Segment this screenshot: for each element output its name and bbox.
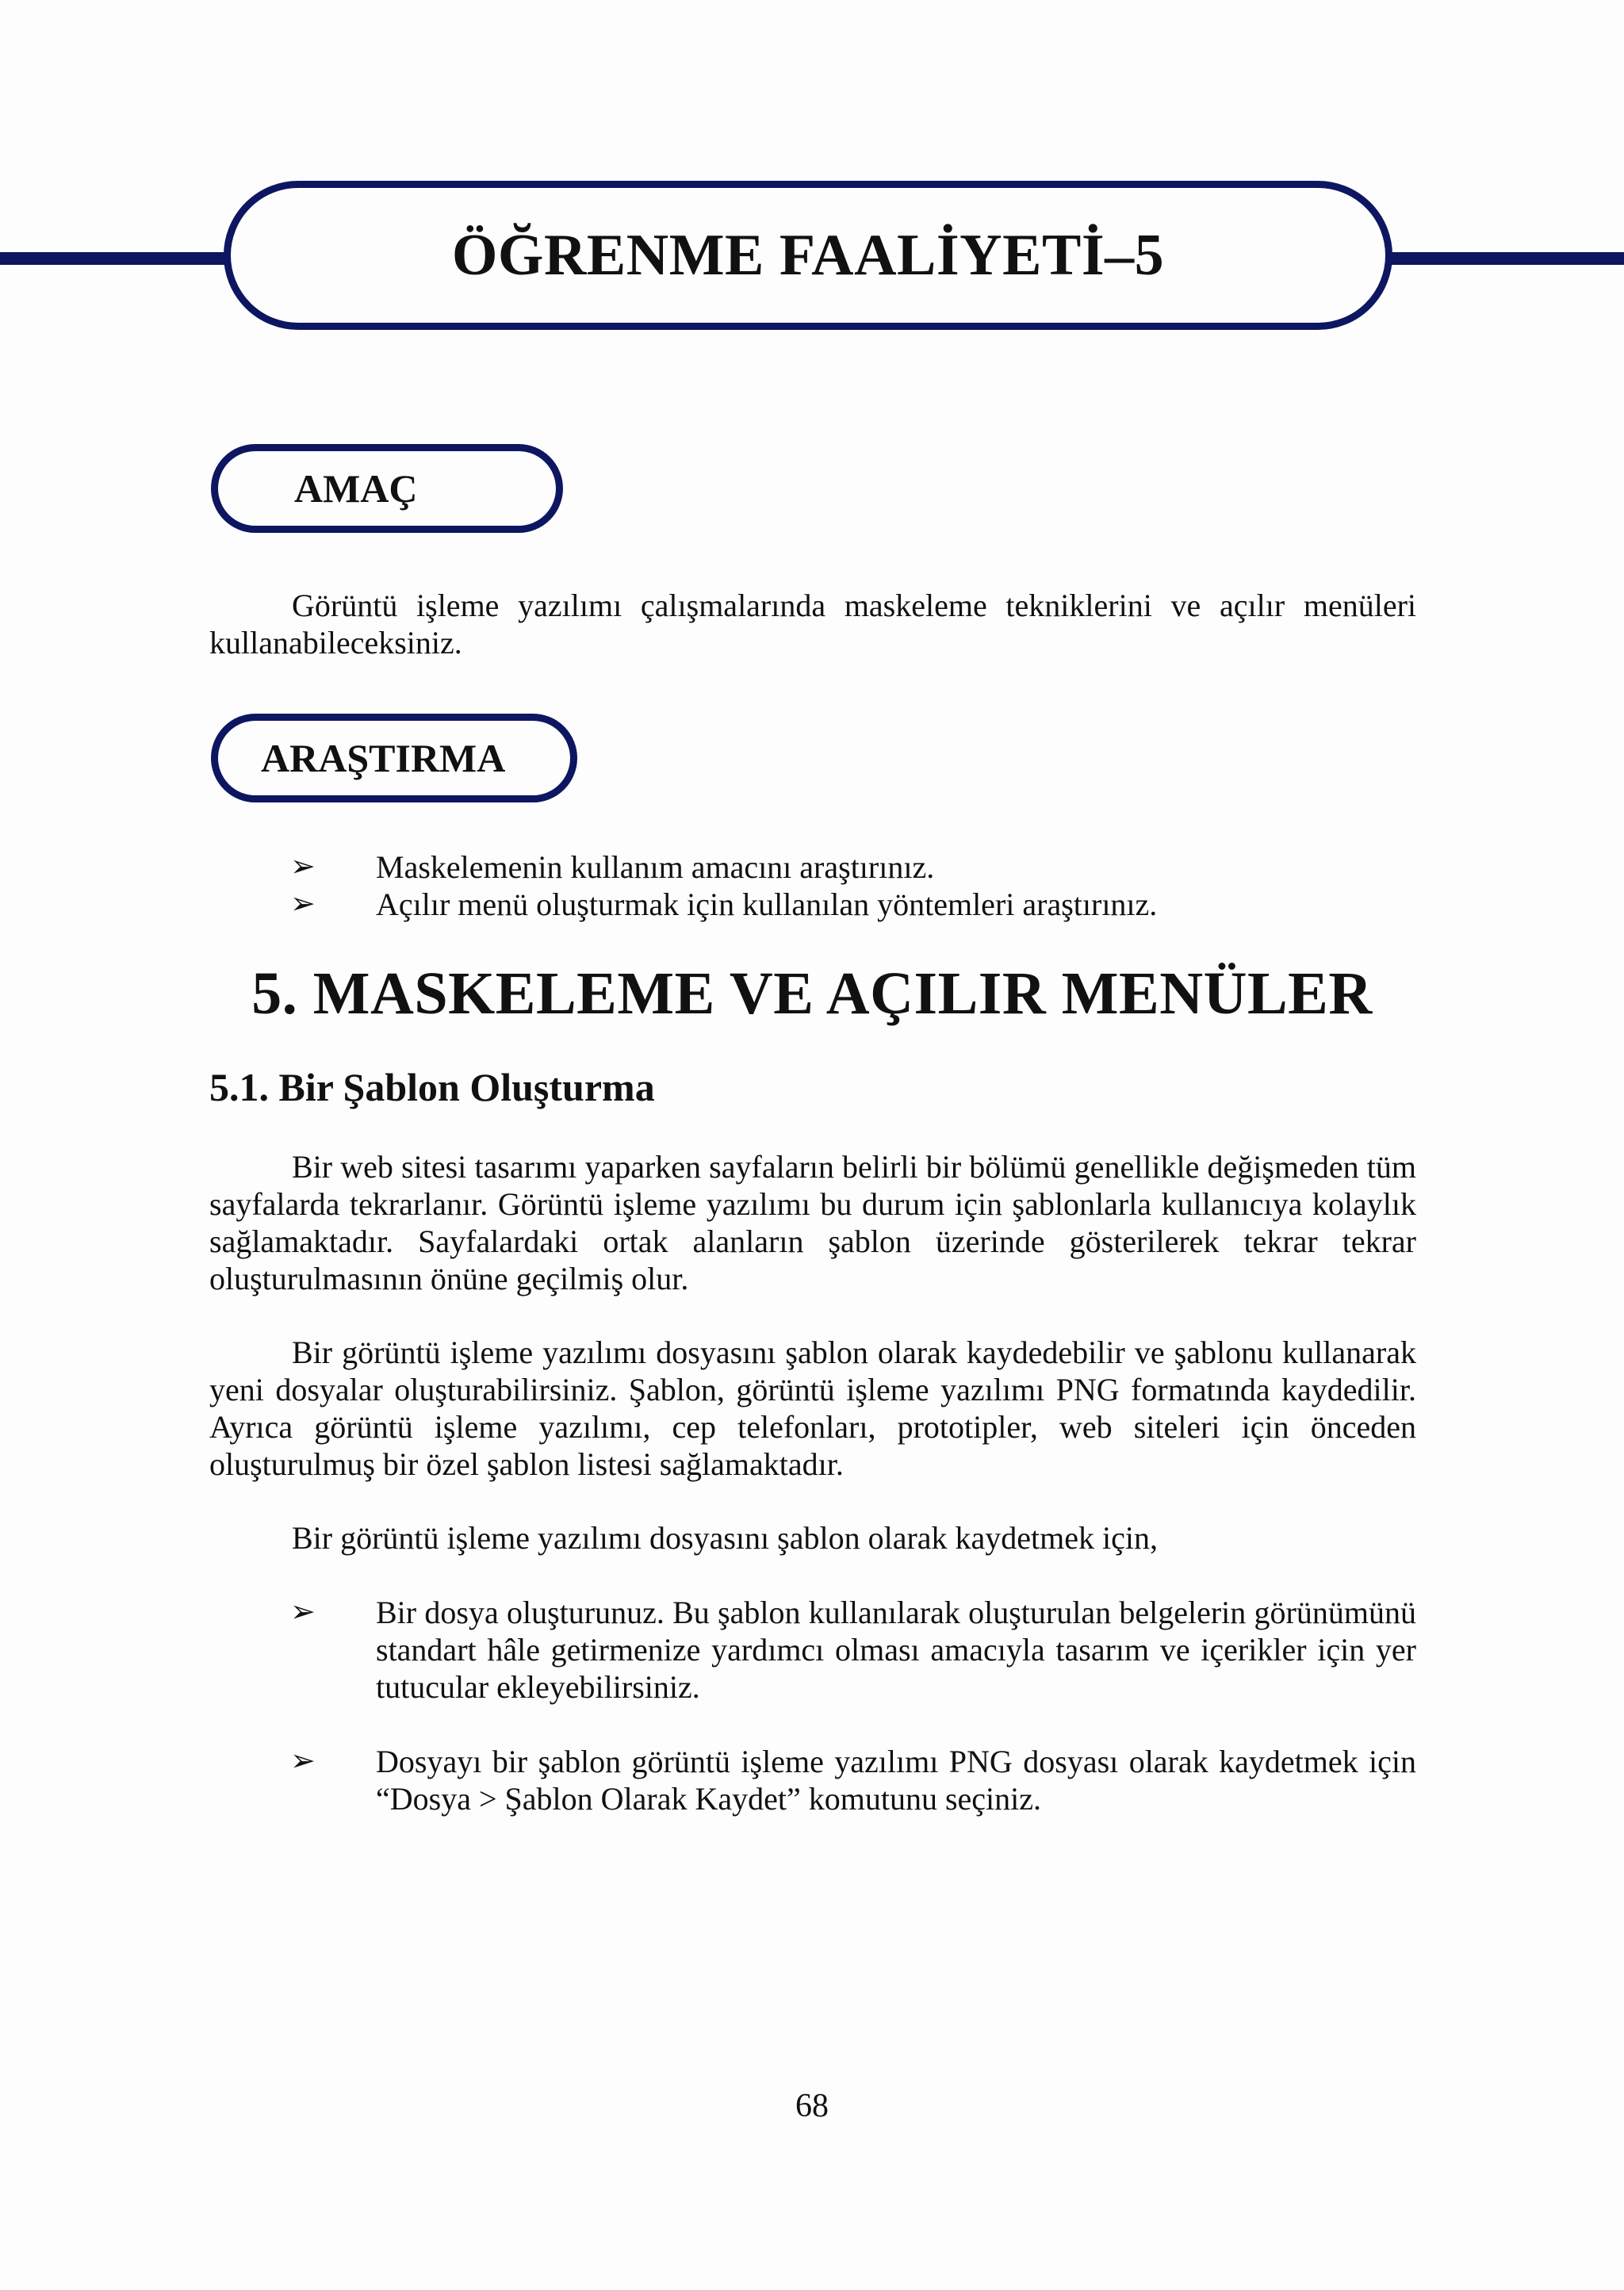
subsection-heading: 5.1. Bir Şablon Oluşturma: [209, 1065, 655, 1109]
step-item: [290, 1594, 1416, 1706]
arrow-bullet-icon: ➢: [290, 850, 316, 883]
arrow-bullet-icon: ➢: [290, 1595, 316, 1629]
step-item-text: Bir dosya oluşturunuz. Bu şablon kullanılarak oluşturulan belgelerin görünümünü standart hâle getirmenize yardımcı olması amacıyla tasarım ve içerikler için yer tutucular ekleyebilirsiniz.: [376, 1595, 1416, 1705]
research-item: [290, 848, 1416, 886]
banner-rule-left: [0, 252, 230, 265]
body-paragraph: Bir görüntü işleme yazılımı dosyasını şablon olarak kaydetmek için,: [292, 1520, 1158, 1556]
arrow-bullet-icon: ➢: [290, 1744, 316, 1778]
arastirma-label-box: [211, 714, 577, 802]
body-paragraph: Bir görüntü işleme yazılımı dosyasını şablon olarak kaydedebilir ve şablonu kullanarak yeni dosyalar oluşturabilirsiniz. Şablon, görüntü işleme yazılımı PNG formatında kaydedilir. Ayrıca görüntü işleme yazılımı, cep telefonları, prototipler, web siteleri için önceden oluşturulmuş bir özel şablon listesi sağlamaktadır.: [209, 1335, 1416, 1482]
banner-frame: [224, 181, 1392, 330]
amac-label: AMAÇ: [294, 466, 418, 511]
step-item-text: Dosyayı bir şablon görüntü işleme yazılımı PNG dosyası olarak kaydetmek için “Dosya > Şablon Olarak Kaydet” komutunu seçiniz.: [376, 1744, 1416, 1817]
research-item-text: Açılır menü oluşturmak için kullanılan yöntemleri araştırınız.: [376, 887, 1158, 922]
page-number: 68: [795, 2088, 829, 2124]
arrow-bullet-icon: ➢: [290, 887, 316, 921]
research-item-text: Maskelemenin kullanım amacını araştırınız.: [376, 849, 935, 885]
research-item: [290, 886, 1416, 923]
page-title: ÖĞRENME FAALİYETİ–5: [451, 222, 1165, 288]
arastirma-label: ARAŞTIRMA: [261, 736, 506, 780]
amac-text: Görüntü işleme yazılımı çalışmalarında maskeleme tekniklerini ve açılır menüleri kullanabileceksiniz.: [209, 588, 1416, 661]
step-item: [290, 1743, 1416, 1817]
banner-rule-right: [1389, 252, 1624, 265]
section-heading: 5. MASKELEME VE AÇILIR MENÜLER: [251, 960, 1373, 1027]
amac-label-box: [211, 444, 563, 533]
body-paragraph: Bir web sitesi tasarımı yaparken sayfaların belirli bir bölümü genellikle değişmeden tüm sayfalarda tekrarlanır. Görüntü işleme yazılımı bu durum için şablonlarla kullanıcıya kolaylık sağlamaktadır. Sayfalardaki ortak alanların şablon üzerinde gösterilerek tekrar tekrar oluşturulmasının önüne geçilmiş olur.: [209, 1149, 1416, 1296]
